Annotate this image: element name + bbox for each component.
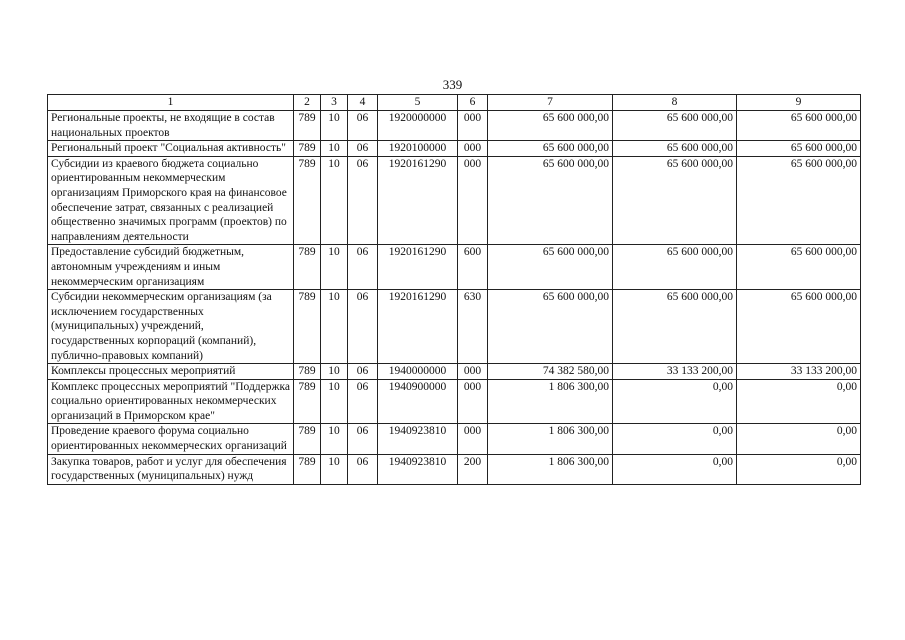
cell-code-4: 06 [348,379,378,424]
row-name: Субсидии из краевого бюджета социально ориентированным некоммерческим организациям Приморского края на финансовое обеспечение затрат, связанных с реализацией общественно значимых программ (проектов) по направлениям деятельности [48,156,294,245]
cell-code-2: 789 [294,454,321,484]
cell-code-6: 200 [458,454,488,484]
cell-amount-7: 1 806 300,00 [488,454,613,484]
table-row [48,364,861,380]
cell-code-3: 10 [321,290,348,364]
table-row [48,245,861,290]
cell-amount-8: 33 133 200,00 [613,364,737,380]
cell-code-4: 06 [348,290,378,364]
cell-amount-8: 65 600 000,00 [613,290,737,364]
cell-code-3: 10 [321,245,348,290]
cell-code-3: 10 [321,379,348,424]
cell-code-4: 06 [348,156,378,245]
cell-code-4: 06 [348,245,378,290]
column-header: 3 [321,95,348,111]
cell-amount-9: 65 600 000,00 [737,290,861,364]
column-header: 7 [488,95,613,111]
cell-code-2: 789 [294,111,321,141]
cell-code-4: 06 [348,454,378,484]
table-row [48,454,861,484]
cell-code-2: 789 [294,245,321,290]
cell-code-2: 789 [294,364,321,380]
row-name: Комплекс процессных мероприятий "Поддержка социально ориентированных некоммерческих организаций в Приморском крае" [48,379,294,424]
cell-code-3: 10 [321,454,348,484]
cell-amount-9: 65 600 000,00 [737,245,861,290]
cell-code-4: 06 [348,424,378,454]
cell-code-3: 10 [321,424,348,454]
cell-code-2: 789 [294,290,321,364]
column-header: 6 [458,95,488,111]
cell-code-2: 789 [294,141,321,157]
cell-code-4: 06 [348,111,378,141]
cell-code-5: 1920161290 [378,156,458,245]
column-header: 9 [737,95,861,111]
cell-amount-8: 65 600 000,00 [613,156,737,245]
cell-code-5: 1940923810 [378,424,458,454]
cell-amount-8: 0,00 [613,454,737,484]
row-name: Субсидии некоммерческим организациям (за исключением государственных (муниципальных) учреждений, государственных корпораций (компаний), публично-правовых компаний) [48,290,294,364]
column-header: 8 [613,95,737,111]
cell-amount-9: 0,00 [737,454,861,484]
column-header: 5 [378,95,458,111]
page-number: 339 [442,77,463,92]
cell-code-2: 789 [294,379,321,424]
cell-code-6: 630 [458,290,488,364]
cell-amount-8: 0,00 [613,379,737,424]
cell-code-4: 06 [348,141,378,157]
row-name: Закупка товаров, работ и услуг для обеспечения государственных (муниципальных) нужд [48,454,294,484]
row-name: Комплексы процессных мероприятий [48,364,294,380]
cell-amount-7: 1 806 300,00 [488,379,613,424]
table-row [48,156,861,245]
cell-amount-7: 65 600 000,00 [488,290,613,364]
column-header: 4 [348,95,378,111]
row-name: Региональный проект "Социальная активность" [48,141,294,157]
cell-amount-7: 1 806 300,00 [488,424,613,454]
cell-amount-9: 0,00 [737,379,861,424]
cell-amount-9: 0,00 [737,424,861,454]
cell-code-6: 000 [458,156,488,245]
table-row [48,424,861,454]
cell-code-6: 000 [458,379,488,424]
cell-code-5: 1920161290 [378,290,458,364]
cell-code-5: 1940923810 [378,454,458,484]
cell-amount-9: 65 600 000,00 [737,156,861,245]
cell-code-2: 789 [294,156,321,245]
cell-code-6: 000 [458,364,488,380]
cell-amount-7: 65 600 000,00 [488,245,613,290]
cell-amount-7: 74 382 580,00 [488,364,613,380]
cell-code-3: 10 [321,111,348,141]
cell-code-3: 10 [321,364,348,380]
table-row [48,141,861,157]
cell-code-5: 1920000000 [378,111,458,141]
table-row [48,290,861,364]
column-header: 1 [48,95,294,111]
cell-amount-8: 65 600 000,00 [613,245,737,290]
cell-code-6: 000 [458,141,488,157]
row-name: Предоставление субсидий бюджетным, автономным учреждениям и иным некоммерческим организациям [48,245,294,290]
cell-code-3: 10 [321,141,348,157]
cell-amount-9: 65 600 000,00 [737,111,861,141]
cell-code-3: 10 [321,156,348,245]
cell-amount-9: 33 133 200,00 [737,364,861,380]
cell-code-6: 000 [458,111,488,141]
cell-code-6: 600 [458,245,488,290]
cell-code-5: 1940000000 [378,364,458,380]
cell-code-5: 1920100000 [378,141,458,157]
budget-table [47,94,861,485]
row-name: Региональные проекты, не входящие в состав национальных проектов [48,111,294,141]
cell-amount-9: 65 600 000,00 [737,141,861,157]
cell-amount-8: 65 600 000,00 [613,111,737,141]
cell-code-6: 000 [458,424,488,454]
column-header: 2 [294,95,321,111]
cell-amount-7: 65 600 000,00 [488,156,613,245]
cell-code-4: 06 [348,364,378,380]
cell-amount-8: 0,00 [613,424,737,454]
header-row [48,95,861,111]
table-row [48,111,861,141]
cell-code-5: 1920161290 [378,245,458,290]
cell-amount-7: 65 600 000,00 [488,141,613,157]
cell-amount-7: 65 600 000,00 [488,111,613,141]
cell-code-5: 1940900000 [378,379,458,424]
cell-amount-8: 65 600 000,00 [613,141,737,157]
row-name: Проведение краевого форума социально ориентированных некоммерческих организаций [48,424,294,454]
cell-code-2: 789 [294,424,321,454]
table-row [48,379,861,424]
